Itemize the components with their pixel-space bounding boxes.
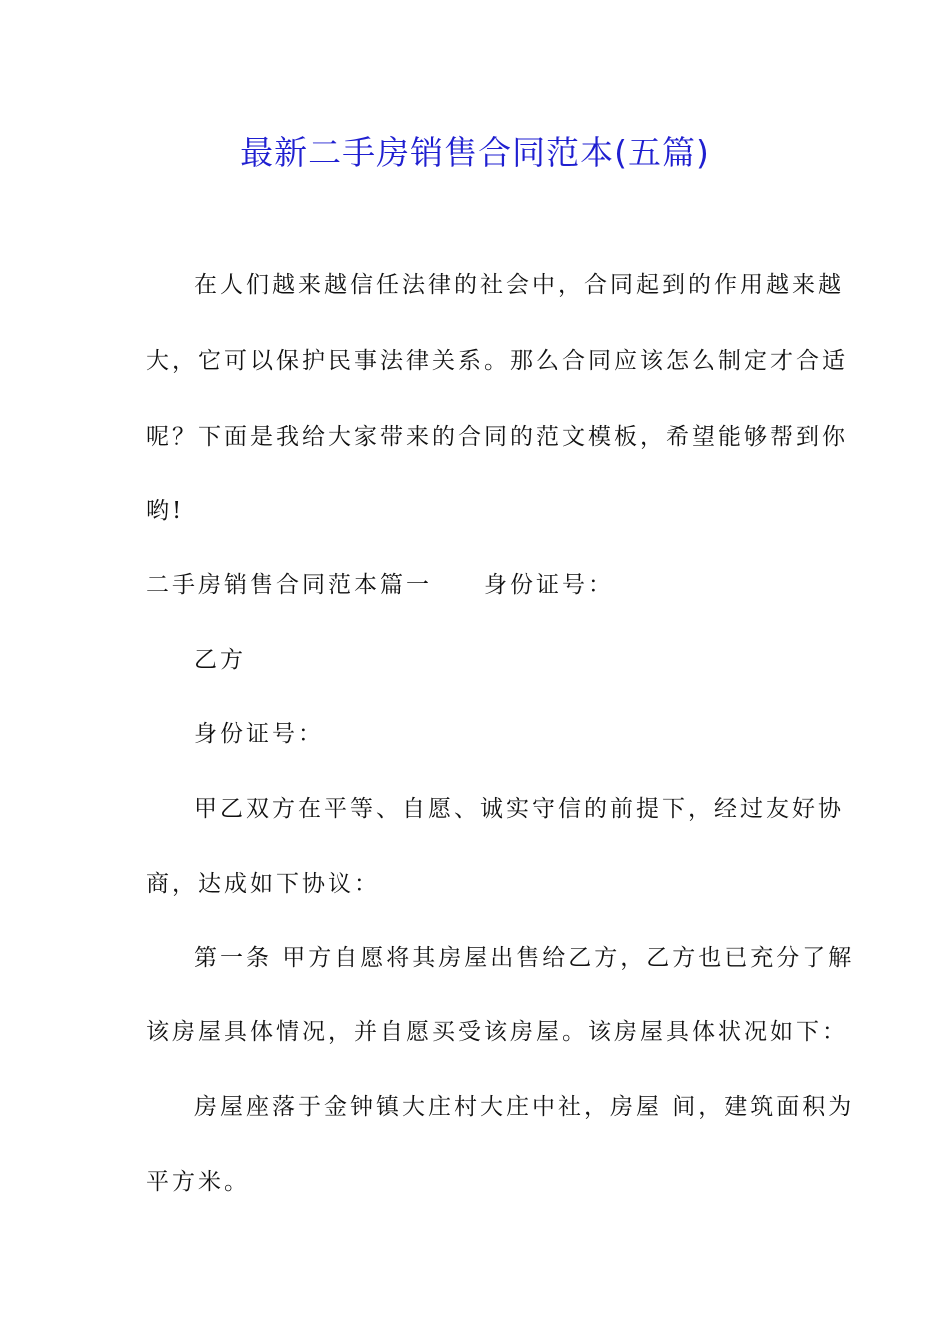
house-line-2: 平方米。	[146, 1169, 250, 1195]
house-line-1: 房屋座落于金钟镇大庄村大庄中社，房屋 间，建筑面积为	[194, 1094, 855, 1120]
agreement-line-2: 商，达成如下协议：	[146, 871, 380, 897]
intro-line-2: 大，它可以保护民事法律关系。那么合同应该怎么制定才合适	[146, 348, 848, 374]
document-title: 最新二手房销售合同范本(五篇)	[240, 133, 710, 172]
article1-line-2: 该房屋具体情况，并自愿买受该房屋。该房屋具体状况如下：	[146, 1019, 848, 1045]
intro-line-4: 哟!	[146, 498, 185, 524]
intro-line-3: 呢？下面是我给大家带来的合同的范文模板，希望能够帮到你	[146, 424, 848, 450]
article1-line-1: 第一条 甲方自愿将其房屋出售给乙方，乙方也已充分了解	[194, 945, 855, 971]
section-heading-id-field: 身份证号：	[484, 572, 614, 598]
party-b-label: 乙方	[194, 647, 246, 673]
party-b-id-label: 身份证号：	[194, 721, 324, 747]
section-heading: 二手房销售合同范本篇一	[146, 572, 432, 598]
intro-line-1: 在人们越来越信任法律的社会中，合同起到的作用越来越	[194, 272, 844, 298]
agreement-line-1: 甲乙双方在平等、自愿、诚实守信的前提下，经过友好协	[194, 796, 844, 822]
section-heading-line	[146, 568, 816, 602]
